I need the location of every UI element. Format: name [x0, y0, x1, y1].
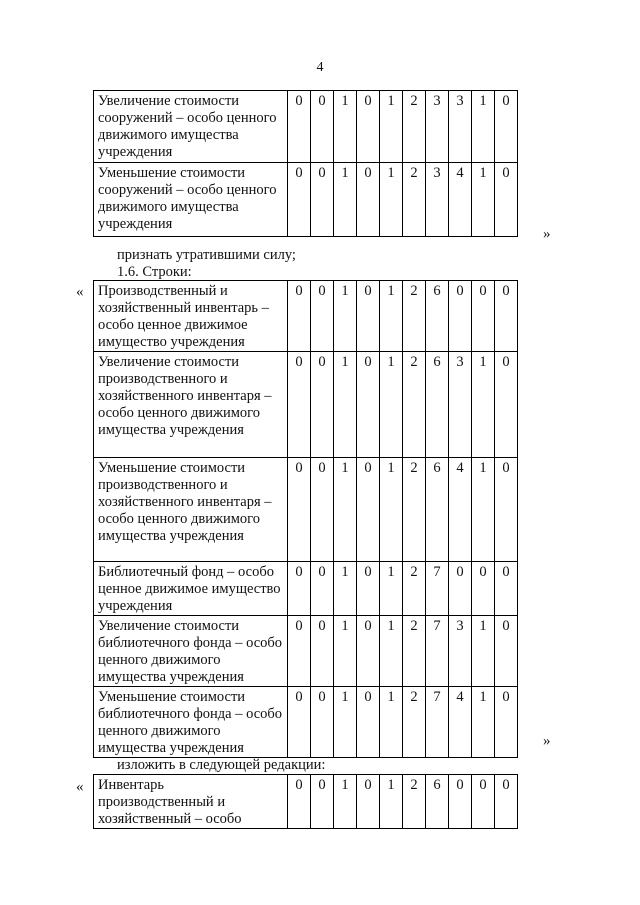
code-digit-cell: 0	[288, 616, 311, 687]
table-row	[94, 458, 518, 562]
code-digit-cell: 0	[357, 458, 380, 562]
code-digit-cell: 1	[472, 458, 495, 562]
code-digit-cell: 0	[357, 91, 380, 163]
code-digit-cell: 3	[449, 616, 472, 687]
code-digit-cell: 0	[495, 163, 518, 237]
code-digit-cell: 2	[403, 562, 426, 616]
open-quote-2: «	[76, 284, 84, 300]
code-digit-cell: 1	[380, 775, 403, 829]
code-digit-cell: 7	[426, 687, 449, 758]
code-digit-cell: 0	[357, 687, 380, 758]
row-label: Увеличение стоимости сооружений – особо ценного движимого имущества учреждения	[94, 91, 288, 163]
row-label: Уменьшение стоимости производственного и хозяйственного инвентаря – особо ценного движимого имущества учреждения	[94, 458, 288, 562]
code-table-3	[93, 774, 518, 829]
code-digit-cell: 0	[288, 687, 311, 758]
code-digit-cell: 0	[311, 562, 334, 616]
code-digit-cell: 0	[495, 352, 518, 458]
code-digit-cell: 0	[311, 281, 334, 352]
code-table-2	[93, 280, 518, 758]
code-digit-cell: 0	[357, 775, 380, 829]
code-digit-cell: 0	[288, 91, 311, 163]
table-row	[94, 91, 518, 163]
table-row	[94, 775, 518, 829]
code-digit-cell: 0	[495, 616, 518, 687]
table-row	[94, 352, 518, 458]
code-digit-cell: 3	[449, 352, 472, 458]
code-digit-cell: 0	[472, 775, 495, 829]
code-digit-cell: 1	[334, 352, 357, 458]
close-quote-1: »	[543, 226, 551, 242]
table-row	[94, 562, 518, 616]
code-digit-cell: 1	[380, 352, 403, 458]
code-digit-cell: 1	[380, 616, 403, 687]
code-digit-cell: 1	[472, 616, 495, 687]
code-digit-cell: 3	[449, 91, 472, 163]
row-label: Уменьшение стоимости сооружений – особо ценного движимого имущества учреждения	[94, 163, 288, 237]
code-digit-cell: 1	[334, 91, 357, 163]
code-digit-cell: 2	[403, 687, 426, 758]
code-digit-cell: 0	[495, 687, 518, 758]
code-digit-cell: 7	[426, 616, 449, 687]
code-digit-cell: 1	[380, 91, 403, 163]
code-digit-cell: 1	[334, 281, 357, 352]
code-digit-cell: 1	[334, 562, 357, 616]
code-digit-cell: 1	[472, 91, 495, 163]
code-digit-cell: 6	[426, 775, 449, 829]
table-row	[94, 687, 518, 758]
code-digit-cell: 6	[426, 352, 449, 458]
code-digit-cell: 1	[472, 352, 495, 458]
code-digit-cell: 0	[357, 616, 380, 687]
code-digit-cell: 6	[426, 458, 449, 562]
code-digit-cell: 0	[311, 687, 334, 758]
code-digit-cell: 0	[311, 91, 334, 163]
code-digit-cell: 1	[334, 687, 357, 758]
code-digit-cell: 0	[495, 775, 518, 829]
code-digit-cell: 0	[311, 352, 334, 458]
row-label: Увеличение стоимости производственного и хозяйственного инвентаря – особо ценного движимого имущества учреждения	[94, 352, 288, 458]
code-digit-cell: 1	[380, 163, 403, 237]
code-digit-cell: 0	[357, 562, 380, 616]
code-digit-cell: 3	[426, 163, 449, 237]
code-digit-cell: 1	[472, 163, 495, 237]
close-quote-2: »	[543, 733, 551, 749]
code-digit-cell: 1	[334, 775, 357, 829]
code-digit-cell: 0	[288, 458, 311, 562]
row-label: Уменьшение стоимости библиотечного фонда – особо ценного движимого имущества учреждения	[94, 687, 288, 758]
code-digit-cell: 1	[380, 281, 403, 352]
table-row	[94, 281, 518, 352]
code-digit-cell: 0	[495, 458, 518, 562]
code-digit-cell: 0	[357, 163, 380, 237]
code-digit-cell: 0	[311, 616, 334, 687]
table-row	[94, 163, 518, 237]
code-digit-cell: 0	[449, 562, 472, 616]
code-digit-cell: 1	[380, 687, 403, 758]
code-digit-cell: 0	[357, 352, 380, 458]
code-digit-cell: 4	[449, 458, 472, 562]
code-digit-cell: 0	[288, 562, 311, 616]
code-table-1	[93, 90, 518, 237]
code-digit-cell: 0	[288, 352, 311, 458]
code-digit-cell: 4	[449, 687, 472, 758]
code-digit-cell: 0	[472, 281, 495, 352]
code-digit-cell: 3	[426, 91, 449, 163]
open-quote-3: «	[76, 779, 84, 795]
code-digit-cell: 1	[380, 458, 403, 562]
code-digit-cell: 0	[288, 775, 311, 829]
code-digit-cell: 0	[357, 281, 380, 352]
code-digit-cell: 1	[334, 616, 357, 687]
text-section-heading: 1.6. Строки:	[117, 264, 192, 280]
code-digit-cell: 1	[472, 687, 495, 758]
code-digit-cell: 2	[403, 616, 426, 687]
code-digit-cell: 4	[449, 163, 472, 237]
code-digit-cell: 0	[449, 281, 472, 352]
page-number: 4	[316, 60, 324, 75]
code-digit-cell: 2	[403, 458, 426, 562]
code-digit-cell: 0	[495, 91, 518, 163]
code-digit-cell: 0	[288, 163, 311, 237]
code-digit-cell: 2	[403, 775, 426, 829]
text-recognize-void: признать утратившими силу;	[117, 247, 296, 263]
code-digit-cell: 1	[380, 562, 403, 616]
row-label: Производственный и хозяйственный инвентарь – особо ценное движимое имущество учреждения	[94, 281, 288, 352]
code-digit-cell: 0	[311, 775, 334, 829]
table-row	[94, 616, 518, 687]
code-digit-cell: 0	[495, 281, 518, 352]
code-digit-cell: 1	[334, 163, 357, 237]
code-digit-cell: 2	[403, 281, 426, 352]
code-digit-cell: 1	[334, 458, 357, 562]
code-digit-cell: 7	[426, 562, 449, 616]
text-restate: изложить в следующей редакции:	[117, 757, 326, 773]
code-digit-cell: 0	[449, 775, 472, 829]
code-digit-cell: 0	[311, 458, 334, 562]
row-label: Увеличение стоимости библиотечного фонда – особо ценного движимого имущества учреждения	[94, 616, 288, 687]
code-digit-cell: 0	[311, 163, 334, 237]
code-digit-cell: 0	[288, 281, 311, 352]
row-label: Библиотечный фонд – особо ценное движимое имущество учреждения	[94, 562, 288, 616]
row-label: Инвентарь производственный и хозяйственный – особо	[94, 775, 288, 829]
code-digit-cell: 2	[403, 352, 426, 458]
code-digit-cell: 0	[495, 562, 518, 616]
code-digit-cell: 2	[403, 91, 426, 163]
code-digit-cell: 0	[472, 562, 495, 616]
code-digit-cell: 6	[426, 281, 449, 352]
code-digit-cell: 2	[403, 163, 426, 237]
